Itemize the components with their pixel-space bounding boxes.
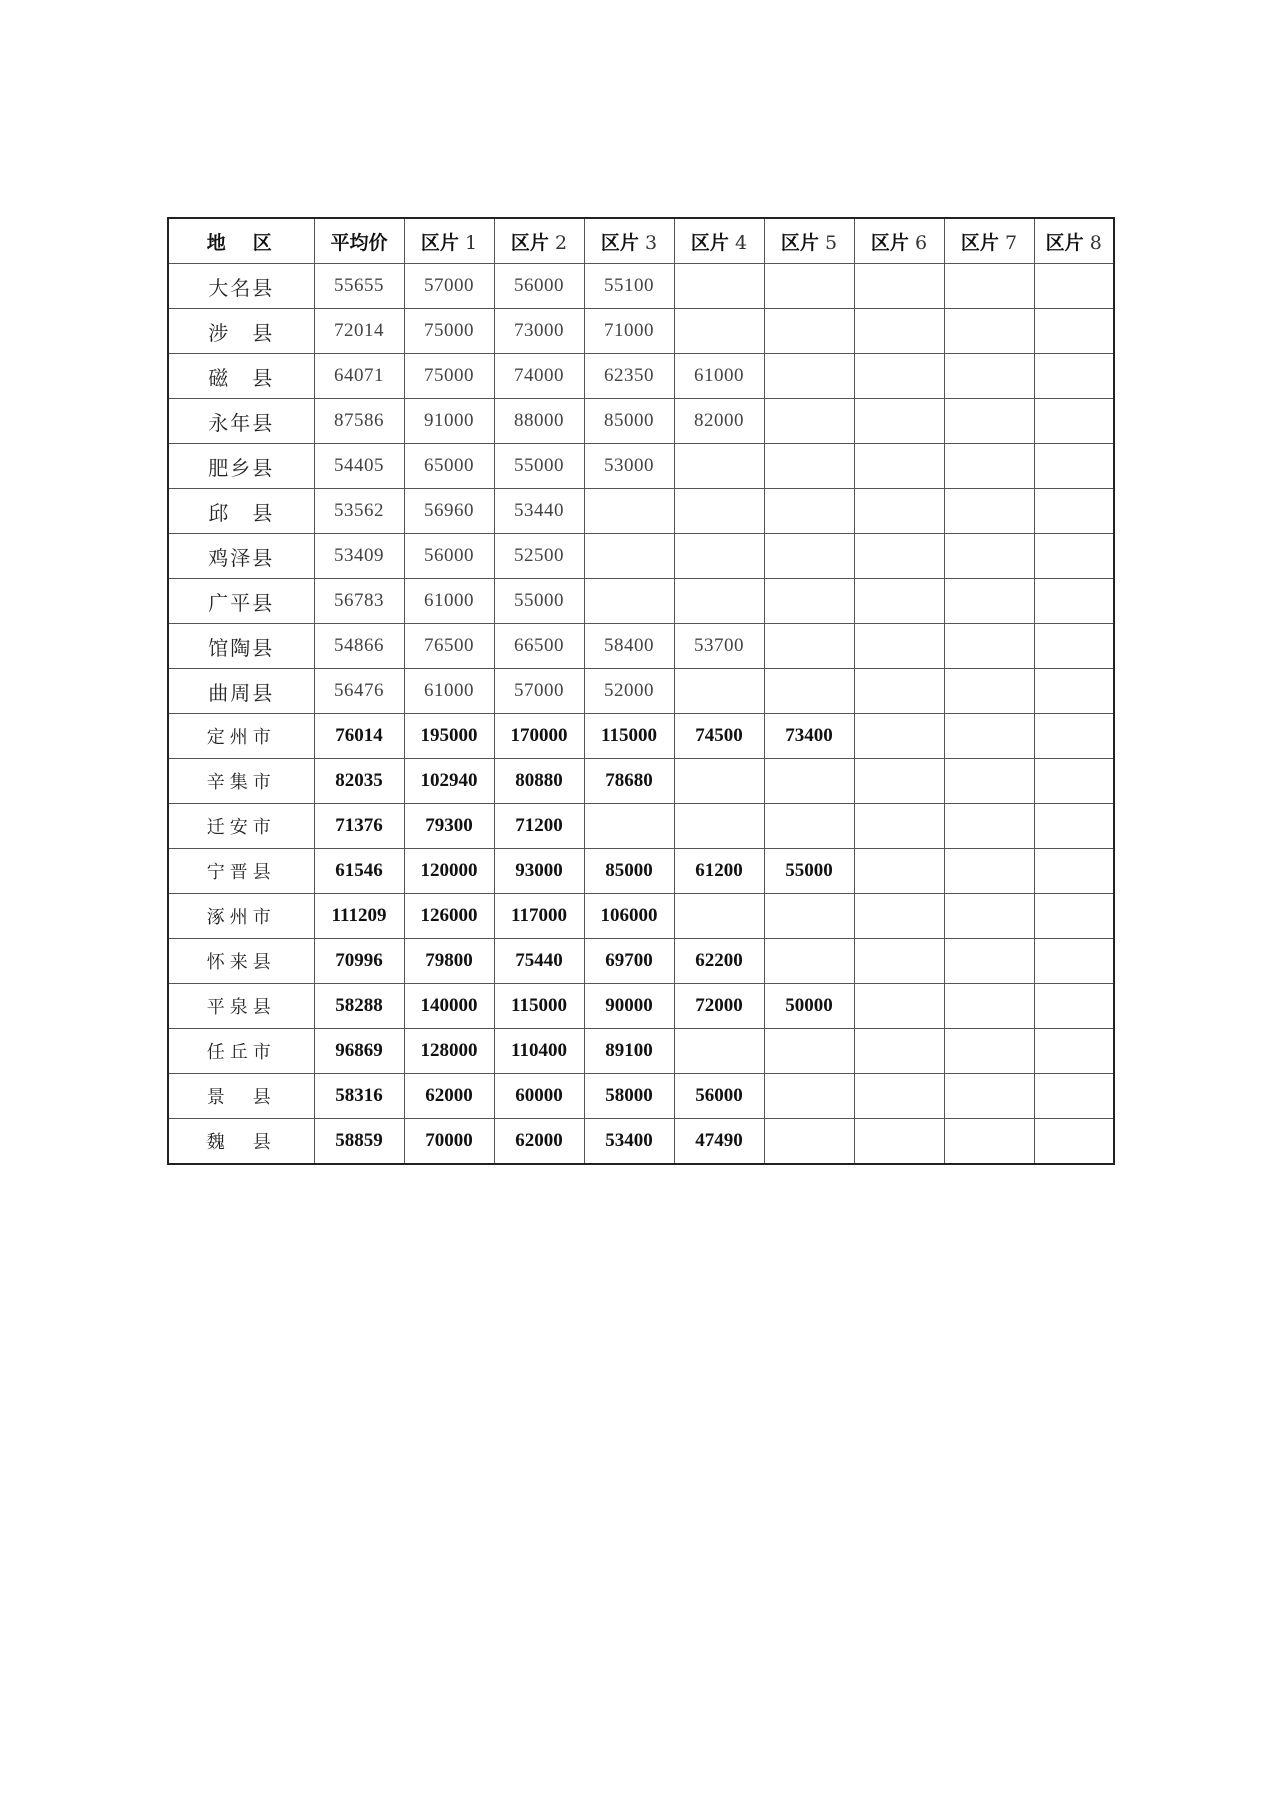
- zone-8-price-cell: [1034, 624, 1114, 669]
- zone-6-price-cell: [854, 264, 944, 309]
- zone-1-price-cell: 76500: [404, 624, 494, 669]
- region-cell: 任丘市: [168, 1029, 314, 1074]
- header-zone-number: 5: [818, 231, 838, 254]
- zone-6-price-cell: [854, 759, 944, 804]
- zone-8-price-cell: [1034, 1119, 1114, 1165]
- zone-5-price-cell: [764, 759, 854, 804]
- header-zone-7: [944, 218, 1034, 264]
- zone-4-price-cell: [674, 534, 764, 579]
- zone-3-price-cell: 55100: [584, 264, 674, 309]
- header-label: 区片: [420, 231, 459, 254]
- zone-3-price-cell: [584, 489, 674, 534]
- zone-4-price-cell: 74500: [674, 714, 764, 759]
- header-label: 区片: [870, 231, 909, 254]
- zone-8-price-cell: [1034, 264, 1114, 309]
- zone-3-price-cell: 85000: [584, 849, 674, 894]
- table-row: [168, 714, 1114, 759]
- header-row: [168, 218, 1114, 264]
- zone-3-price-cell: [584, 534, 674, 579]
- zone-8-price-cell: [1034, 714, 1114, 759]
- zone-1-price-cell: 126000: [404, 894, 494, 939]
- zone-6-price-cell: [854, 444, 944, 489]
- zone-7-price-cell: [944, 489, 1034, 534]
- zone-7-price-cell: [944, 849, 1034, 894]
- zone-7-price-cell: [944, 1074, 1034, 1119]
- zone-1-price-cell: 79800: [404, 939, 494, 984]
- region-cell: 曲周县: [168, 669, 314, 714]
- region-cell: 涿州市: [168, 894, 314, 939]
- zone-8-price-cell: [1034, 894, 1114, 939]
- zone-8-price-cell: [1034, 309, 1114, 354]
- zone-1-price-cell: 102940: [404, 759, 494, 804]
- region-cell: 宁晋县: [168, 849, 314, 894]
- zone-7-price-cell: [944, 759, 1034, 804]
- zone-6-price-cell: [854, 1119, 944, 1165]
- region-cell: 永年县: [168, 399, 314, 444]
- zone-7-price-cell: [944, 714, 1034, 759]
- zone-7-price-cell: [944, 1119, 1034, 1165]
- average-price-cell: 70996: [314, 939, 404, 984]
- region-cell: 平泉县: [168, 984, 314, 1029]
- header-zone-number: 6: [908, 231, 928, 254]
- zone-5-price-cell: [764, 1029, 854, 1074]
- zone-4-price-cell: [674, 894, 764, 939]
- zone-5-price-cell: [764, 489, 854, 534]
- zone-7-price-cell: [944, 894, 1034, 939]
- zone-5-price-cell: [764, 579, 854, 624]
- zone-7-price-cell: [944, 939, 1034, 984]
- zone-2-price-cell: 80880: [494, 759, 584, 804]
- zone-4-price-cell: 61200: [674, 849, 764, 894]
- zone-1-price-cell: 56000: [404, 534, 494, 579]
- zone-7-price-cell: [944, 1029, 1034, 1074]
- region-cell: 大名县: [168, 264, 314, 309]
- zone-2-price-cell: 55000: [494, 444, 584, 489]
- region-cell: 广平县: [168, 579, 314, 624]
- table-row: [168, 759, 1114, 804]
- zone-4-price-cell: 53700: [674, 624, 764, 669]
- zone-8-price-cell: [1034, 489, 1114, 534]
- table-body: [168, 264, 1114, 1165]
- zone-5-price-cell: [764, 309, 854, 354]
- table-row: [168, 264, 1114, 309]
- zone-2-price-cell: 75440: [494, 939, 584, 984]
- zone-1-price-cell: 195000: [404, 714, 494, 759]
- region-cell: 邱 县: [168, 489, 314, 534]
- region-cell: 魏 县: [168, 1119, 314, 1165]
- table-row: [168, 939, 1114, 984]
- header-label: 地 区: [206, 231, 276, 254]
- average-price-cell: 76014: [314, 714, 404, 759]
- zone-6-price-cell: [854, 624, 944, 669]
- zone-6-price-cell: [854, 849, 944, 894]
- zone-3-price-cell: 106000: [584, 894, 674, 939]
- zone-3-price-cell: 53400: [584, 1119, 674, 1165]
- zone-6-price-cell: [854, 894, 944, 939]
- header-region: [168, 218, 314, 264]
- zone-1-price-cell: 75000: [404, 354, 494, 399]
- table-row: [168, 309, 1114, 354]
- zone-2-price-cell: 73000: [494, 309, 584, 354]
- average-price-cell: 58859: [314, 1119, 404, 1165]
- zone-2-price-cell: 66500: [494, 624, 584, 669]
- zone-3-price-cell: 78680: [584, 759, 674, 804]
- zone-6-price-cell: [854, 489, 944, 534]
- zone-1-price-cell: 120000: [404, 849, 494, 894]
- zone-4-price-cell: [674, 309, 764, 354]
- zone-6-price-cell: [854, 669, 944, 714]
- zone-4-price-cell: 82000: [674, 399, 764, 444]
- zone-8-price-cell: [1034, 849, 1114, 894]
- zone-8-price-cell: [1034, 354, 1114, 399]
- average-price-cell: 56476: [314, 669, 404, 714]
- table-row: [168, 849, 1114, 894]
- zone-2-price-cell: 56000: [494, 264, 584, 309]
- zone-5-price-cell: [764, 894, 854, 939]
- zone-5-price-cell: [764, 939, 854, 984]
- region-cell: 辛集市: [168, 759, 314, 804]
- zone-2-price-cell: 71200: [494, 804, 584, 849]
- zone-6-price-cell: [854, 804, 944, 849]
- average-price-cell: 82035: [314, 759, 404, 804]
- header-label: 区片: [510, 231, 549, 254]
- zone-2-price-cell: 52500: [494, 534, 584, 579]
- table-row: [168, 984, 1114, 1029]
- zone-2-price-cell: 88000: [494, 399, 584, 444]
- zone-1-price-cell: 61000: [404, 579, 494, 624]
- zone-2-price-cell: 93000: [494, 849, 584, 894]
- zone-6-price-cell: [854, 354, 944, 399]
- zone-6-price-cell: [854, 309, 944, 354]
- table-row: [168, 804, 1114, 849]
- zone-8-price-cell: [1034, 534, 1114, 579]
- zone-7-price-cell: [944, 984, 1034, 1029]
- header-zone-4: [674, 218, 764, 264]
- zone-5-price-cell: [764, 399, 854, 444]
- header-label: 区片: [960, 231, 999, 254]
- average-price-cell: 64071: [314, 354, 404, 399]
- zone-6-price-cell: [854, 579, 944, 624]
- zone-3-price-cell: 115000: [584, 714, 674, 759]
- zone-7-price-cell: [944, 804, 1034, 849]
- zone-5-price-cell: [764, 354, 854, 399]
- table-row: [168, 624, 1114, 669]
- zone-5-price-cell: [764, 804, 854, 849]
- zone-2-price-cell: 74000: [494, 354, 584, 399]
- average-price-cell: 55655: [314, 264, 404, 309]
- region-cell: 怀来县: [168, 939, 314, 984]
- zone-5-price-cell: [764, 1119, 854, 1165]
- average-price-cell: 87586: [314, 399, 404, 444]
- zone-2-price-cell: 60000: [494, 1074, 584, 1119]
- zone-3-price-cell: 53000: [584, 444, 674, 489]
- table-row: [168, 354, 1114, 399]
- zone-6-price-cell: [854, 534, 944, 579]
- zone-8-price-cell: [1034, 984, 1114, 1029]
- zone-7-price-cell: [944, 309, 1034, 354]
- zone-4-price-cell: [674, 669, 764, 714]
- zone-4-price-cell: 47490: [674, 1119, 764, 1165]
- zone-3-price-cell: 89100: [584, 1029, 674, 1074]
- zone-8-price-cell: [1034, 804, 1114, 849]
- table-row: [168, 1074, 1114, 1119]
- region-cell: 肥乡县: [168, 444, 314, 489]
- table-row: [168, 894, 1114, 939]
- table-row: [168, 444, 1114, 489]
- average-price-cell: 58316: [314, 1074, 404, 1119]
- region-cell: 景 县: [168, 1074, 314, 1119]
- zone-7-price-cell: [944, 354, 1034, 399]
- zone-4-price-cell: [674, 759, 764, 804]
- header-zone-3: [584, 218, 674, 264]
- zone-1-price-cell: 128000: [404, 1029, 494, 1074]
- zone-7-price-cell: [944, 669, 1034, 714]
- zone-2-price-cell: 55000: [494, 579, 584, 624]
- average-price-cell: 72014: [314, 309, 404, 354]
- land-price-table: [167, 217, 1115, 1165]
- zone-7-price-cell: [944, 444, 1034, 489]
- table-row: [168, 534, 1114, 579]
- zone-3-price-cell: 90000: [584, 984, 674, 1029]
- zone-1-price-cell: 70000: [404, 1119, 494, 1165]
- average-price-cell: 56783: [314, 579, 404, 624]
- header-zone-number: 1: [458, 231, 478, 254]
- header-label: 区片: [1045, 231, 1084, 254]
- zone-1-price-cell: 91000: [404, 399, 494, 444]
- zone-3-price-cell: [584, 804, 674, 849]
- zone-5-price-cell: 55000: [764, 849, 854, 894]
- average-price-cell: 61546: [314, 849, 404, 894]
- zone-2-price-cell: 57000: [494, 669, 584, 714]
- zone-3-price-cell: 71000: [584, 309, 674, 354]
- zone-3-price-cell: 58400: [584, 624, 674, 669]
- zone-4-price-cell: [674, 489, 764, 534]
- header-zone-number: 8: [1083, 231, 1102, 254]
- zone-5-price-cell: [764, 264, 854, 309]
- table-row: [168, 579, 1114, 624]
- region-cell: 迁安市: [168, 804, 314, 849]
- average-price-cell: 54866: [314, 624, 404, 669]
- header-label: 平均价: [330, 231, 388, 254]
- zone-1-price-cell: 56960: [404, 489, 494, 534]
- zone-8-price-cell: [1034, 579, 1114, 624]
- zone-3-price-cell: 58000: [584, 1074, 674, 1119]
- header-average-price: [314, 218, 404, 264]
- average-price-cell: 111209: [314, 894, 404, 939]
- zone-1-price-cell: 61000: [404, 669, 494, 714]
- zone-2-price-cell: 170000: [494, 714, 584, 759]
- zone-5-price-cell: [764, 444, 854, 489]
- header-label: 区片: [690, 231, 729, 254]
- zone-6-price-cell: [854, 1074, 944, 1119]
- header-zone-8: [1034, 218, 1114, 264]
- average-price-cell: 58288: [314, 984, 404, 1029]
- table-row: [168, 1029, 1114, 1074]
- zone-2-price-cell: 115000: [494, 984, 584, 1029]
- zone-2-price-cell: 62000: [494, 1119, 584, 1165]
- table-row: [168, 489, 1114, 534]
- zone-7-price-cell: [944, 579, 1034, 624]
- zone-5-price-cell: [764, 534, 854, 579]
- zone-1-price-cell: 75000: [404, 309, 494, 354]
- header-zone-number: 7: [998, 231, 1018, 254]
- header-zone-1: [404, 218, 494, 264]
- header-zone-5: [764, 218, 854, 264]
- zone-8-price-cell: [1034, 1074, 1114, 1119]
- zone-2-price-cell: 53440: [494, 489, 584, 534]
- zone-5-price-cell: [764, 624, 854, 669]
- header-zone-6: [854, 218, 944, 264]
- zone-4-price-cell: [674, 264, 764, 309]
- region-cell: 定州市: [168, 714, 314, 759]
- zone-1-price-cell: 79300: [404, 804, 494, 849]
- zone-1-price-cell: 57000: [404, 264, 494, 309]
- region-cell: 鸡泽县: [168, 534, 314, 579]
- zone-8-price-cell: [1034, 444, 1114, 489]
- header-zone-number: 2: [548, 231, 568, 254]
- region-cell: 磁 县: [168, 354, 314, 399]
- zone-4-price-cell: 72000: [674, 984, 764, 1029]
- zone-5-price-cell: 50000: [764, 984, 854, 1029]
- zone-3-price-cell: 52000: [584, 669, 674, 714]
- zone-8-price-cell: [1034, 1029, 1114, 1074]
- zone-2-price-cell: 117000: [494, 894, 584, 939]
- zone-2-price-cell: 110400: [494, 1029, 584, 1074]
- region-cell: 馆陶县: [168, 624, 314, 669]
- zone-5-price-cell: [764, 669, 854, 714]
- zone-4-price-cell: 61000: [674, 354, 764, 399]
- header-zone-2: [494, 218, 584, 264]
- zone-8-price-cell: [1034, 939, 1114, 984]
- header-label: 区片: [780, 231, 819, 254]
- zone-8-price-cell: [1034, 669, 1114, 714]
- zone-4-price-cell: 62200: [674, 939, 764, 984]
- zone-3-price-cell: 69700: [584, 939, 674, 984]
- zone-8-price-cell: [1034, 759, 1114, 804]
- zone-6-price-cell: [854, 939, 944, 984]
- zone-6-price-cell: [854, 714, 944, 759]
- zone-5-price-cell: 73400: [764, 714, 854, 759]
- zone-6-price-cell: [854, 1029, 944, 1074]
- zone-1-price-cell: 65000: [404, 444, 494, 489]
- header-zone-number: 3: [638, 231, 658, 254]
- zone-4-price-cell: [674, 444, 764, 489]
- zone-4-price-cell: 56000: [674, 1074, 764, 1119]
- table-row: [168, 669, 1114, 714]
- zone-3-price-cell: 85000: [584, 399, 674, 444]
- zone-4-price-cell: [674, 1029, 764, 1074]
- zone-4-price-cell: [674, 579, 764, 624]
- header-zone-number: 4: [728, 231, 748, 254]
- table-row: [168, 1119, 1114, 1165]
- average-price-cell: 54405: [314, 444, 404, 489]
- zone-4-price-cell: [674, 804, 764, 849]
- zone-5-price-cell: [764, 1074, 854, 1119]
- zone-3-price-cell: [584, 579, 674, 624]
- average-price-cell: 53562: [314, 489, 404, 534]
- header-label: 区片: [600, 231, 639, 254]
- zone-6-price-cell: [854, 399, 944, 444]
- average-price-cell: 96869: [314, 1029, 404, 1074]
- average-price-cell: 71376: [314, 804, 404, 849]
- zone-3-price-cell: 62350: [584, 354, 674, 399]
- zone-7-price-cell: [944, 264, 1034, 309]
- zone-1-price-cell: 140000: [404, 984, 494, 1029]
- zone-8-price-cell: [1034, 399, 1114, 444]
- table-row: [168, 399, 1114, 444]
- zone-7-price-cell: [944, 399, 1034, 444]
- region-cell: 涉 县: [168, 309, 314, 354]
- zone-6-price-cell: [854, 984, 944, 1029]
- zone-7-price-cell: [944, 534, 1034, 579]
- average-price-cell: 53409: [314, 534, 404, 579]
- zone-1-price-cell: 62000: [404, 1074, 494, 1119]
- zone-7-price-cell: [944, 624, 1034, 669]
